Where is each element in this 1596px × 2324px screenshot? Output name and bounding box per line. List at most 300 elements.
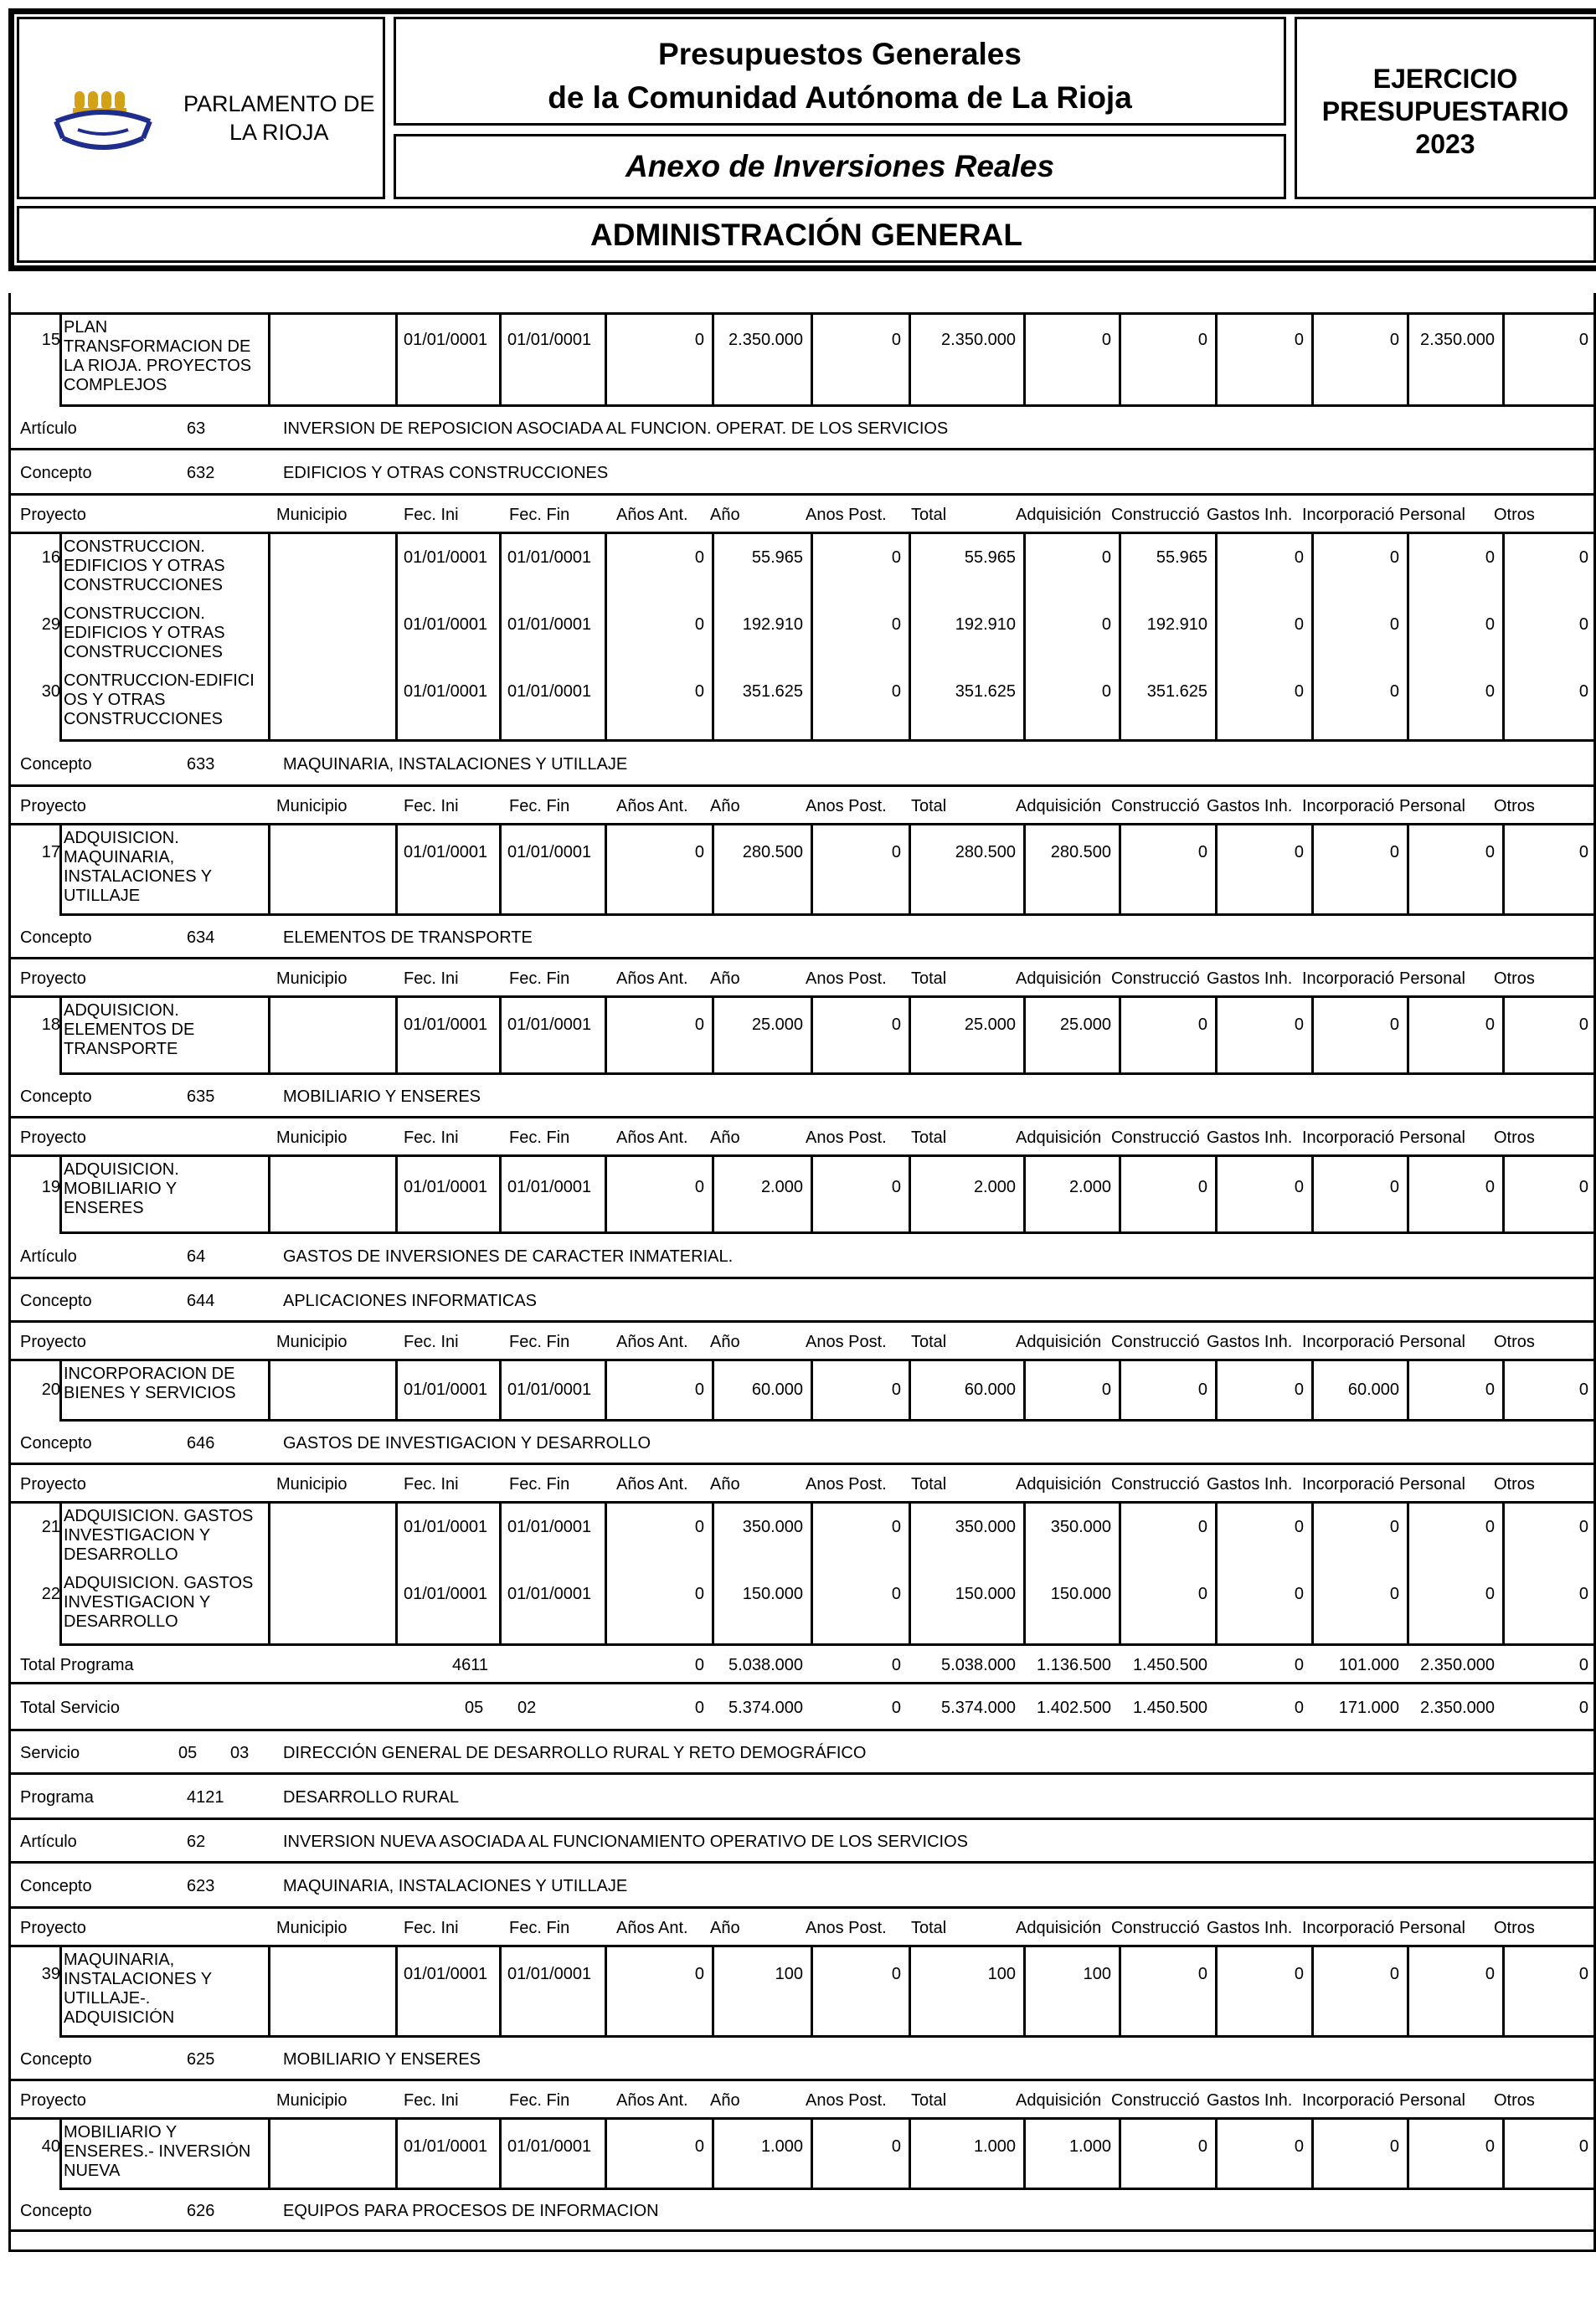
value-inc: 60.000 (1347, 1381, 1399, 1399)
value-cons: 0 (1197, 843, 1207, 861)
row-articulo (8, 407, 1596, 450)
column-header: Incorporació (1302, 1333, 1395, 1351)
articulo-code: 62 (187, 1833, 206, 1851)
total-pers: 2.350.000 (1420, 1699, 1495, 1717)
table-cell (1215, 601, 1314, 668)
fec-fin: 01/01/0001 (507, 1585, 592, 1603)
column-header: Fec. Ini (404, 1129, 459, 1147)
value-cons: 0 (1197, 1518, 1207, 1536)
value-cons: 55.965 (1156, 548, 1207, 567)
table-cell (268, 1504, 398, 1571)
value-inc: 0 (1389, 843, 1399, 861)
value-adq: 0 (1101, 331, 1111, 349)
table-cell (1407, 1504, 1505, 1571)
column-header: Otros (1494, 1333, 1535, 1351)
column-header: Proyecto (20, 506, 86, 524)
column-header: Otros (1494, 1129, 1535, 1147)
value-gi: 0 (1294, 1381, 1304, 1399)
project-name (64, 1365, 265, 1403)
programa-label: Programa (20, 1788, 94, 1807)
column-header: Anos Post. (806, 1129, 887, 1147)
subtitle: Anexo de Inversiones Reales (625, 149, 1055, 183)
value-cons: 0 (1197, 1015, 1207, 1034)
ejercicio-year: 2023 (1415, 129, 1475, 159)
value-post: 0 (891, 2137, 901, 2156)
total-total: 5.038.000 (941, 1656, 1016, 1674)
project-name-line: ADQUISICION. GASTOS (64, 1507, 254, 1525)
articulo-code: 63 (187, 419, 206, 438)
concepto-code: 635 (187, 1087, 215, 1106)
project-name-line: MOBILIARIO Y (64, 2123, 178, 2141)
concepto-label: Concepto (20, 928, 92, 947)
value-pers: 0 (1485, 1178, 1495, 1196)
total_servicio-code1: 05 (465, 1699, 484, 1717)
column-header: Adquisición (1016, 1475, 1102, 1494)
value-ant: 0 (694, 1178, 704, 1196)
column-header: Construcció (1111, 797, 1200, 815)
value-inc: 0 (1389, 615, 1399, 634)
top-strip (8, 293, 1596, 315)
table-cell (499, 1504, 607, 1571)
table-cell (1023, 1504, 1121, 1571)
fec-ini: 01/01/0001 (404, 2137, 488, 2156)
table-cell (712, 315, 813, 407)
value-anio: 2.000 (760, 1178, 803, 1196)
column-header: Anos Post. (806, 1919, 887, 1937)
concepto-description: GASTOS DE INVESTIGACION Y DESARROLLO (283, 1434, 651, 1452)
column-header: Municipio (276, 1475, 348, 1494)
concepto-label: Concepto (20, 1292, 92, 1310)
fec-fin: 01/01/0001 (507, 548, 592, 567)
total-adq: 1.402.500 (1037, 1699, 1111, 1717)
table-cell (1119, 1947, 1218, 2038)
column-header: Total (911, 797, 947, 815)
value-ant: 0 (694, 331, 704, 349)
ejercicio-line1: EJERCICIO (1372, 64, 1518, 94)
table-cell (712, 1504, 813, 1571)
column-header: Año (710, 1475, 740, 1494)
value-otros: 0 (1578, 843, 1588, 861)
column-header-row (8, 1465, 1596, 1504)
project-name-line: INVESTIGACION Y (64, 1593, 211, 1612)
parliament-line1: PARLAMENTO DE (183, 91, 375, 116)
column-header: Fec. Ini (404, 2091, 459, 2110)
column-header: Proyecto (20, 1919, 86, 1937)
row-concepto (8, 450, 1596, 496)
column-header-row (8, 959, 1596, 998)
table-cell (499, 825, 607, 916)
table-cell (1119, 534, 1218, 601)
column-header: Construcció (1111, 1919, 1200, 1937)
value-total: 351.625 (955, 682, 1016, 701)
total-post: 0 (891, 1656, 901, 1674)
value-cons: 0 (1197, 331, 1207, 349)
value-anio: 192.910 (742, 615, 803, 634)
table-cell (909, 998, 1026, 1075)
table-cell (499, 1571, 607, 1646)
value-anio: 280.500 (742, 843, 803, 861)
value-otros: 0 (1578, 1518, 1588, 1536)
fec-ini: 01/01/0001 (404, 1965, 488, 1983)
value-adq: 2.000 (1068, 1178, 1111, 1196)
project-number: 17 (41, 843, 60, 861)
column-header: Personal (1399, 797, 1465, 815)
project-row (8, 1361, 1596, 1422)
project-name-line: TRANSFORMACION DE (64, 337, 251, 356)
column-header: Otros (1494, 969, 1535, 988)
total_programa-label: Total Programa (20, 1656, 134, 1674)
column-header: Gastos Inh. (1207, 1129, 1293, 1147)
column-header: Fec. Fin (509, 1475, 570, 1494)
fec-fin: 01/01/0001 (507, 1965, 592, 1983)
table-cell (499, 1947, 607, 2038)
project-name-line: ADQUISICIÓN (64, 2008, 175, 2027)
value-post: 0 (891, 1518, 901, 1536)
column-header: Anos Post. (806, 506, 887, 524)
table-cell (605, 1571, 714, 1646)
value-cons: 0 (1197, 1178, 1207, 1196)
total-pers: 2.350.000 (1420, 1656, 1495, 1674)
parliament-name (183, 90, 375, 147)
column-header: Años Ant. (616, 1129, 688, 1147)
table-cell (268, 998, 398, 1075)
total-ant: 0 (694, 1656, 704, 1674)
column-header-row (8, 1909, 1596, 1947)
servicio-code2: 03 (230, 1744, 250, 1762)
column-header: Incorporació (1302, 969, 1395, 988)
value-cons: 0 (1197, 1965, 1207, 1983)
table-cell (1119, 825, 1218, 916)
value-inc: 0 (1389, 1178, 1399, 1196)
table-cell (1023, 1947, 1121, 2038)
column-header: Año (710, 1129, 740, 1147)
project-name-line: EDIFICIOS Y OTRAS (64, 557, 225, 575)
articulo-label: Artículo (20, 1247, 77, 1266)
column-header-row (8, 496, 1596, 534)
servicio-description: DIRECCIÓN GENERAL DE DESARROLLO RURAL Y RETO DEMOGRÁFICO (283, 1744, 867, 1762)
value-total: 100 (987, 1965, 1016, 1983)
column-header: Municipio (276, 969, 348, 988)
project-name-line: INCORPORACION DE (64, 1365, 235, 1383)
value-ant: 0 (694, 1965, 704, 1983)
table-cell (268, 601, 398, 668)
table-cell (499, 315, 607, 407)
programa-code: 4121 (187, 1788, 224, 1807)
column-header: Proyecto (20, 797, 86, 815)
project-name-line: MOBILIARIO Y (64, 1180, 178, 1198)
column-header: Gastos Inh. (1207, 1333, 1293, 1351)
concepto-label: Concepto (20, 1087, 92, 1106)
table-cell (712, 601, 813, 668)
value-pers: 0 (1485, 1585, 1495, 1603)
project-name-line: CONSTRUCCION. (64, 537, 205, 556)
column-header: Construcció (1111, 1333, 1200, 1351)
total-anio: 5.374.000 (728, 1699, 803, 1717)
table-cell (909, 668, 1026, 742)
value-gi: 0 (1294, 843, 1304, 861)
table-cell (811, 315, 911, 407)
table-cell (811, 668, 911, 742)
table-cell (811, 1571, 911, 1646)
value-cons: 0 (1197, 1585, 1207, 1603)
value-post: 0 (891, 548, 901, 567)
fec-fin: 01/01/0001 (507, 2137, 592, 2156)
value-adq: 1.000 (1068, 2137, 1111, 2156)
table-cell (1215, 315, 1314, 407)
concepto-code: 626 (187, 2202, 215, 2220)
value-gi: 0 (1294, 1965, 1304, 1983)
value-ant: 0 (694, 2137, 704, 2156)
value-anio: 150.000 (742, 1585, 803, 1603)
value-adq: 350.000 (1050, 1518, 1111, 1536)
table-cell (1023, 601, 1121, 668)
column-header: Fec. Fin (509, 1333, 570, 1351)
row-concepto (8, 1422, 1596, 1465)
column-header: Construcció (1111, 1475, 1200, 1494)
column-header: Años Ant. (616, 2091, 688, 2110)
table-cell (1119, 1571, 1218, 1646)
column-header: Municipio (276, 797, 348, 815)
project-number: 21 (41, 1518, 60, 1536)
concepto-description: EQUIPOS PARA PROCESOS DE INFORMACION (283, 2202, 659, 2220)
table-cell (1311, 315, 1409, 407)
table-cell (395, 998, 502, 1075)
fec-ini: 01/01/0001 (404, 615, 488, 634)
table-cell (1407, 1571, 1505, 1646)
fec-fin: 01/01/0001 (507, 1381, 592, 1399)
column-header: Adquisición (1016, 797, 1102, 815)
table-cell (1119, 601, 1218, 668)
value-otros: 0 (1578, 1585, 1588, 1603)
column-header: Personal (1399, 1333, 1465, 1351)
row-concepto (8, 2038, 1596, 2081)
project-name-line: CONSTRUCCIONES (64, 710, 224, 728)
total-gi: 0 (1294, 1656, 1304, 1674)
table-cell (811, 534, 911, 601)
project-number: 16 (41, 548, 60, 567)
table-cell (499, 998, 607, 1075)
column-header: Adquisición (1016, 506, 1102, 524)
articulo-description: GASTOS DE INVERSIONES DE CARACTER INMATERIAL. (283, 1247, 734, 1266)
concepto-label: Concepto (20, 1877, 92, 1895)
value-otros: 0 (1578, 615, 1588, 634)
concepto-label: Concepto (20, 2202, 92, 2220)
project-name (64, 1001, 265, 1059)
project-row (8, 534, 1596, 601)
concepto-description: MAQUINARIA, INSTALACIONES Y UTILLAJE (283, 1877, 628, 1895)
column-header: Anos Post. (806, 2091, 887, 2110)
column-header: Incorporació (1302, 1919, 1395, 1937)
column-header: Total (911, 506, 947, 524)
project-number: 39 (41, 1965, 60, 1983)
project-row (8, 1571, 1596, 1646)
table-cell (1023, 668, 1121, 742)
column-header: Personal (1399, 1475, 1465, 1494)
row-concepto (8, 916, 1596, 959)
concepto-code: 623 (187, 1877, 215, 1895)
column-header: Fec. Fin (509, 2091, 570, 2110)
value-total: 150.000 (955, 1585, 1016, 1603)
column-header: Gastos Inh. (1207, 2091, 1293, 2110)
project-name-line: COMPLEJOS (64, 376, 167, 394)
project-number: 22 (41, 1585, 60, 1603)
total-cons: 1.450.500 (1133, 1699, 1207, 1717)
value-cons: 0 (1197, 2137, 1207, 2156)
value-gi: 0 (1294, 682, 1304, 701)
project-name-line: ENSERES (64, 1199, 144, 1217)
value-pers: 0 (1485, 548, 1495, 567)
column-header: Fec. Ini (404, 1919, 459, 1937)
column-header: Otros (1494, 1919, 1535, 1937)
table-cell (712, 1947, 813, 2038)
value-anio: 25.000 (751, 1015, 803, 1034)
column-header-row (8, 2081, 1596, 2120)
table-cell (1502, 315, 1596, 407)
table-cell (268, 1361, 398, 1422)
project-name (64, 318, 265, 395)
table-cell (395, 534, 502, 601)
value-otros: 0 (1578, 331, 1588, 349)
concepto-label: Concepto (20, 1434, 92, 1452)
row-concepto (8, 742, 1596, 787)
table-cell (712, 534, 813, 601)
table-cell (1119, 668, 1218, 742)
table-cell (268, 1571, 398, 1646)
column-header: Año (710, 506, 740, 524)
column-header: Fec. Fin (509, 1919, 570, 1937)
total-cons: 1.450.500 (1133, 1656, 1207, 1674)
value-post: 0 (891, 331, 901, 349)
table-cell (909, 1504, 1026, 1571)
table-cell (1407, 1947, 1505, 2038)
column-header: Otros (1494, 797, 1535, 815)
fec-fin: 01/01/0001 (507, 331, 592, 349)
column-header: Incorporació (1302, 797, 1395, 815)
value-inc: 0 (1389, 1518, 1399, 1536)
fec-ini: 01/01/0001 (404, 843, 488, 861)
row-total_programa (8, 1646, 1596, 1684)
value-post: 0 (891, 1381, 901, 1399)
concepto-description: APLICACIONES INFORMATICAS (283, 1292, 538, 1310)
table-cell (1311, 1947, 1409, 2038)
articulo-label: Artículo (20, 1833, 77, 1851)
table-cell (1215, 1947, 1314, 2038)
table-cell (605, 825, 714, 916)
value-total: 2.350.000 (941, 331, 1016, 349)
fec-ini: 01/01/0001 (404, 1178, 488, 1196)
project-row (8, 2120, 1596, 2190)
total-otros: 0 (1578, 1656, 1588, 1674)
table-cell (1502, 1504, 1596, 1571)
column-header: Personal (1399, 969, 1465, 988)
table-cell (1407, 668, 1505, 742)
project-name-line: ELEMENTOS DE (64, 1021, 195, 1039)
value-pers: 0 (1485, 1518, 1495, 1536)
table-cell (1502, 1571, 1596, 1646)
value-adq: 0 (1101, 1381, 1111, 1399)
fec-ini: 01/01/0001 (404, 1585, 488, 1603)
column-header: Incorporació (1302, 2091, 1395, 2110)
column-header: Total (911, 969, 947, 988)
project-name (64, 1951, 265, 2028)
project-name-line: INSTALACIONES Y (64, 1970, 213, 1988)
value-gi: 0 (1294, 1178, 1304, 1196)
table-cell (1311, 601, 1409, 668)
column-header: Municipio (276, 1129, 348, 1147)
value-gi: 0 (1294, 1585, 1304, 1603)
table-cell (1311, 668, 1409, 742)
value-otros: 0 (1578, 682, 1588, 701)
table-cell (1215, 534, 1314, 601)
value-ant: 0 (694, 1585, 704, 1603)
table-cell (1023, 825, 1121, 916)
column-header: Anos Post. (806, 797, 887, 815)
concepto-code: 646 (187, 1434, 215, 1452)
value-adq: 0 (1101, 548, 1111, 567)
project-name (64, 671, 265, 729)
column-header: Municipio (276, 1919, 348, 1937)
project-row (8, 668, 1596, 742)
project-row (8, 315, 1596, 407)
value-otros: 0 (1578, 1178, 1588, 1196)
value-anio: 60.000 (751, 1381, 803, 1399)
table-cell (605, 1947, 714, 2038)
project-name-line: LA RIOJA. PROYECTOS (64, 357, 252, 375)
value-anio: 351.625 (742, 682, 803, 701)
fec-ini: 01/01/0001 (404, 331, 488, 349)
title-line1: Presupuestos Generales (658, 37, 1022, 71)
value-post: 0 (891, 1965, 901, 1983)
project-name (64, 604, 265, 662)
total-post: 0 (891, 1699, 901, 1717)
table-cell (1407, 998, 1505, 1075)
value-pers: 0 (1485, 1965, 1495, 1983)
total-anio: 5.038.000 (728, 1656, 803, 1674)
value-post: 0 (891, 1015, 901, 1034)
value-inc: 0 (1389, 682, 1399, 701)
column-header: Municipio (276, 506, 348, 524)
column-header: Personal (1399, 506, 1465, 524)
project-number: 29 (41, 615, 60, 634)
parliament-logo-icon (44, 66, 162, 167)
value-otros: 0 (1578, 548, 1588, 567)
fec-ini: 01/01/0001 (404, 1015, 488, 1034)
value-total: 60.000 (964, 1381, 1016, 1399)
concepto-description: EDIFICIOS Y OTRAS CONSTRUCCIONES (283, 464, 609, 482)
project-row (8, 1947, 1596, 2038)
column-header: Fec. Ini (404, 1475, 459, 1494)
table-cell (605, 668, 714, 742)
column-header-row (8, 1118, 1596, 1157)
column-header: Años Ant. (616, 1333, 688, 1351)
value-inc: 0 (1389, 1585, 1399, 1603)
concepto-code: 634 (187, 928, 215, 947)
column-header: Anos Post. (806, 969, 887, 988)
project-name-line: UTILLAJE (64, 887, 141, 905)
ejercicio-box (1295, 17, 1596, 199)
column-header: Total (911, 1475, 947, 1494)
value-cons: 351.625 (1146, 682, 1207, 701)
column-header: Proyecto (20, 2091, 86, 2110)
row-concepto (8, 1864, 1596, 1909)
project-name-line: MAQUINARIA, (64, 1951, 175, 1969)
column-header: Gastos Inh. (1207, 797, 1293, 815)
column-header: Años Ant. (616, 506, 688, 524)
row-concepto (8, 2190, 1596, 2232)
column-header: Construcció (1111, 1129, 1200, 1147)
column-header: Año (710, 1919, 740, 1937)
articulo-description: INVERSION DE REPOSICION ASOCIADA AL FUNCION. OPERAT. DE LOS SERVICIOS (283, 419, 949, 438)
